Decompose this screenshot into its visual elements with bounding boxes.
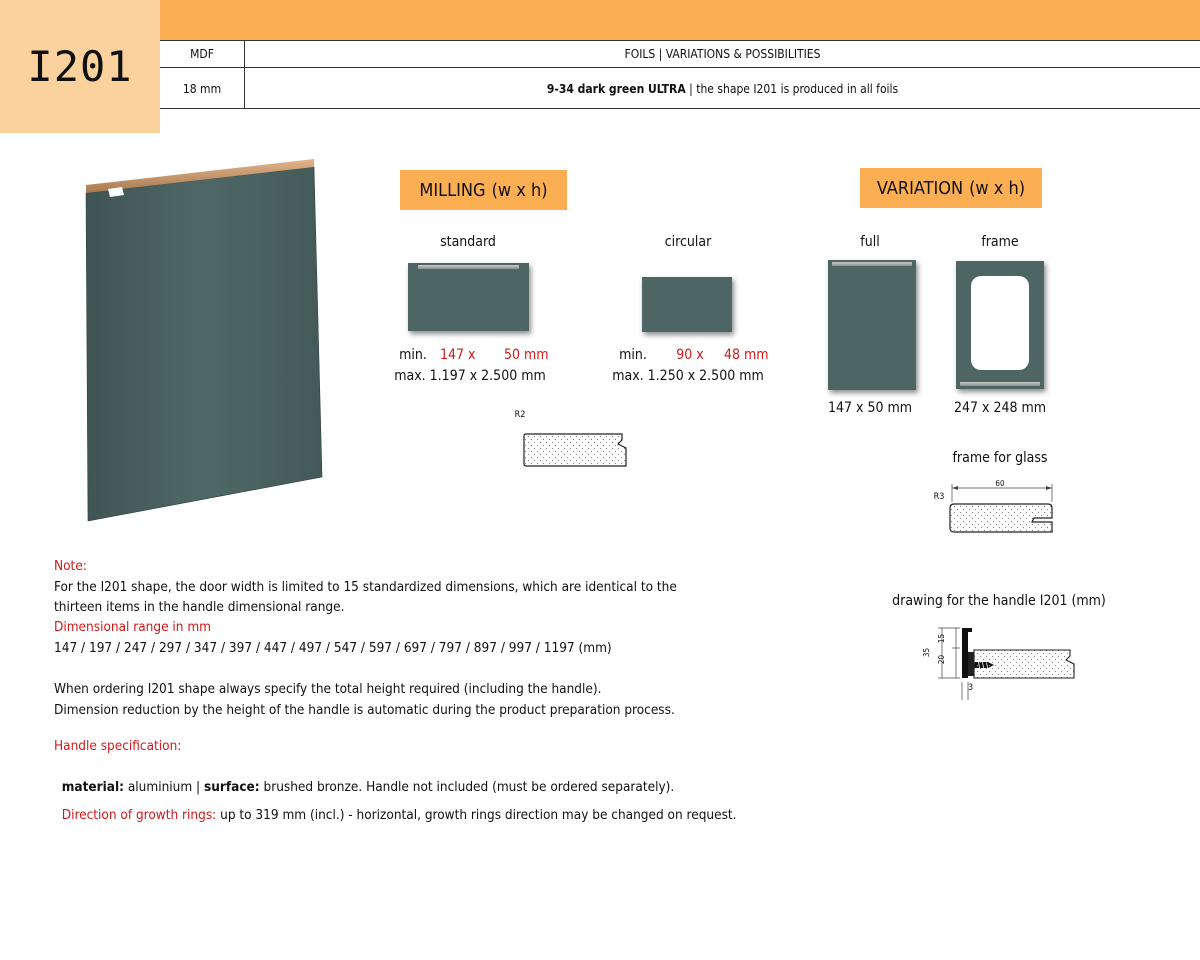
standard-label: standard [440, 234, 496, 250]
header-table [160, 40, 1200, 109]
variation-unit: (w x h) [969, 177, 1026, 199]
frame-glass-opening [971, 276, 1029, 370]
full-label: full [860, 234, 880, 250]
handle-drawing-title: drawing for the handle I201 (mm) [892, 593, 1106, 609]
standard-min-h: 50 mm [504, 347, 549, 363]
standard-min [390, 347, 560, 363]
header-accent-bar [160, 0, 1200, 40]
standard-min-w: 147 x [440, 347, 476, 363]
surface-key: surface: [203, 779, 260, 795]
header-row [160, 68, 1200, 109]
dim-20: 20 [937, 654, 947, 665]
full-handle [832, 262, 912, 266]
frame-glass-label: frame for glass [952, 450, 1048, 466]
frame-glass-radius: R3 [933, 492, 945, 502]
header-row [160, 41, 1200, 68]
milling-tag [400, 170, 567, 210]
circular-min-h: 48 mm [724, 347, 769, 363]
milling-unit: (w x h) [491, 179, 548, 201]
product-code: I201 [27, 42, 133, 91]
circular-door-swatch [642, 277, 732, 332]
dim-35: 35 [922, 647, 932, 658]
growth-rings-line [54, 785, 737, 825]
note-line-2: thirteen items in the handle dimensional range. [54, 599, 345, 615]
range-values: 147 / 197 / 247 / 297 / 347 / 397 / 447 / 497 / 547 / 597 / 697 / 797 / 897 / 997 / 1197 (mm) [54, 640, 612, 656]
order-line-1: When ordering I201 shape always specify the total height required (including the handle). [54, 681, 602, 697]
circular-min [610, 347, 780, 363]
full-size: 147 x 50 mm [827, 400, 913, 416]
r2-profile-drawing [518, 426, 630, 472]
material-key: material: [61, 779, 124, 795]
circular-max: max. 1.250 x 2.500 mm [612, 368, 764, 384]
r2-label: R2 [514, 410, 526, 420]
full-door-swatch [828, 260, 916, 390]
circular-label: circular [664, 234, 712, 250]
standard-max: max. 1.197 x 2.500 mm [394, 368, 546, 384]
standard-door-swatch [408, 263, 529, 331]
material-val: aluminium | [123, 779, 204, 795]
foil-name: 9-34 dark green ULTRA [546, 81, 686, 96]
foil-description [245, 68, 1200, 109]
frame-size: 247 x 248 mm [953, 400, 1047, 416]
frame-glass-dim: 60 [995, 479, 1005, 488]
circular-min-prefix: min. [619, 347, 647, 363]
order-line-2: Dimension reduction by the height of the handle is automatic during the product preparation process. [54, 702, 675, 718]
standard-min-prefix: min. [399, 347, 427, 363]
surface-val: brushed bronze. Handle not included (must be ordered separately). [259, 779, 675, 795]
dim-15: 15 [937, 633, 947, 644]
frame-label: frame [981, 234, 1019, 250]
milling-title: MILLING [419, 179, 486, 201]
variation-tag [860, 168, 1042, 208]
standard-handle [418, 265, 519, 269]
product-code-box [0, 0, 160, 133]
dim-3: 3 [968, 683, 974, 693]
note-title: Note: [54, 558, 87, 574]
handle-spec-title: Handle specification: [54, 738, 182, 754]
growth-val: up to 319 mm (incl.) - horizontal, growth rings direction may be changed on request. [216, 807, 737, 823]
foils-title: FOILS | VARIATIONS & POSSIBILITIES [624, 47, 821, 61]
growth-key: Direction of growth rings: [61, 807, 217, 823]
thickness-value: 18 mm [160, 68, 245, 109]
foil-note: | the shape I201 is produced in all foils [685, 81, 899, 96]
frame-handle [960, 382, 1040, 386]
material-label: MDF [160, 41, 245, 67]
range-title: Dimensional range in mm [54, 619, 212, 635]
variation-title: VARIATION [876, 177, 964, 199]
door-product-image [78, 155, 323, 530]
circular-min-w: 90 x [676, 347, 704, 363]
note-line-1: For the I201 shape, the door width is limited to 15 standardized dimensions, which are identical to the [54, 579, 677, 595]
